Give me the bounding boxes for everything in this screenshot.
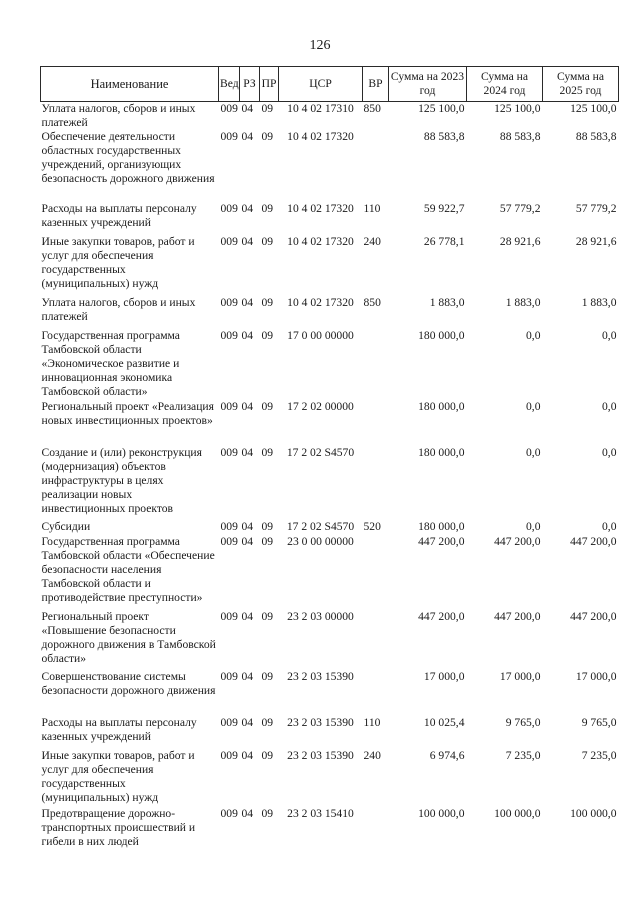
table-row [41, 535, 619, 610]
cell-ved: 009 [220, 610, 238, 623]
cell-csr: 10 4 02 17320 [287, 130, 354, 143]
cell-vr [363, 610, 389, 670]
cell-sum-2024: 9 765,0 [505, 716, 541, 729]
cell-rz: 04 [241, 202, 254, 215]
cell-name: Расходы на выплаты персоналу казенных учреждений [41, 716, 197, 743]
table-row [41, 235, 619, 296]
cell-name: Государственная программа Тамбовской области «Обеспечение безопасности населения Тамбовской области и противодействие преступности» [41, 535, 215, 604]
cell-name: Региональный проект «Повышение безопасности дорожного движения в Тамбовской области» [41, 610, 216, 665]
cell-ved: 009 [220, 296, 238, 309]
cell-pr: 09 [261, 716, 274, 729]
table-row [41, 296, 619, 329]
cell-rz: 04 [241, 749, 254, 762]
cell-pr: 09 [261, 329, 274, 342]
cell-sum-2023: 180 000,0 [418, 520, 465, 533]
column-header-vr: ВР [363, 67, 389, 102]
cell-csr: 17 2 02 S4570 [286, 520, 355, 533]
cell-rz: 04 [241, 716, 254, 729]
cell-sum-2025: 0,0 [602, 329, 617, 342]
cell-name: Расходы на выплаты персоналу казенных учреждений [41, 202, 197, 229]
cell-rz: 04 [241, 670, 254, 683]
cell-sum-2025: 0,0 [602, 446, 617, 459]
cell-ved: 009 [220, 749, 238, 762]
cell-sum-2024: 57 779,2 [499, 202, 541, 215]
cell-pr: 09 [261, 670, 274, 683]
cell-rz: 04 [241, 329, 254, 342]
cell-csr: 23 0 00 00000 [287, 535, 354, 548]
cell-sum-2024: 447 200,0 [494, 535, 541, 548]
cell-rz: 04 [241, 535, 254, 548]
cell-ved: 009 [220, 807, 238, 820]
page-number: 126 [309, 38, 331, 53]
cell-pr: 09 [261, 235, 274, 248]
cell-sum-2023: 180 000,0 [418, 446, 465, 459]
cell-csr: 23 2 03 15390 [287, 670, 354, 683]
table-row [41, 807, 619, 853]
table-row [41, 670, 619, 716]
cell-csr: 10 4 02 17320 [287, 235, 354, 248]
cell-sum-2023: 10 025,4 [423, 716, 465, 729]
cell-sum-2024: 0,0 [526, 446, 541, 459]
cell-pr: 09 [261, 202, 274, 215]
cell-sum-2023: 447 200,0 [418, 535, 465, 548]
column-header-sum-2023: Сумма на 2023 год [389, 67, 467, 102]
cell-sum-2025: 447 200,0 [570, 610, 617, 623]
cell-sum-2023: 6 974,6 [429, 749, 465, 762]
column-header-sum-2024: Сумма на 2024 год [467, 67, 543, 102]
cell-ved: 009 [220, 329, 238, 342]
cell-rz: 04 [241, 102, 254, 115]
cell-csr: 23 2 03 15390 [287, 716, 354, 729]
cell-rz: 04 [241, 610, 254, 623]
table-body [41, 102, 619, 854]
cell-name: Иные закупки товаров, работ и услуг для обеспечения государственных (муниципальных) нужд [41, 749, 195, 804]
cell-vr: 240 [363, 749, 381, 762]
cell-sum-2024: 125 100,0 [494, 102, 541, 115]
cell-rz: 04 [241, 807, 254, 820]
cell-pr: 09 [261, 446, 274, 459]
cell-vr: 110 [363, 202, 381, 215]
table-row [41, 102, 619, 131]
cell-sum-2023: 447 200,0 [418, 610, 465, 623]
cell-pr: 09 [261, 400, 274, 413]
cell-ved: 009 [220, 535, 238, 548]
cell-vr: 520 [363, 520, 381, 533]
cell-sum-2025: 7 235,0 [581, 749, 617, 762]
cell-sum-2025: 88 583,8 [575, 130, 617, 143]
cell-ved: 009 [220, 102, 238, 115]
cell-sum-2025: 447 200,0 [570, 535, 617, 548]
cell-ved: 009 [220, 400, 238, 413]
cell-sum-2024: 17 000,0 [499, 670, 541, 683]
cell-vr [363, 670, 389, 716]
cell-sum-2024: 0,0 [526, 520, 541, 533]
cell-sum-2024: 1 883,0 [505, 296, 541, 309]
budget-table [40, 66, 619, 853]
cell-vr [363, 446, 389, 520]
cell-sum-2023: 26 778,1 [423, 235, 465, 248]
table-row [41, 749, 619, 807]
cell-sum-2024: 7 235,0 [505, 749, 541, 762]
cell-pr: 09 [261, 520, 274, 533]
table-row [41, 446, 619, 520]
cell-name: Уплата налогов, сборов и иных платежей [41, 296, 196, 323]
cell-csr: 23 2 03 15390 [287, 749, 354, 762]
cell-csr: 23 2 03 00000 [287, 610, 354, 623]
cell-sum-2023: 1 883,0 [429, 296, 465, 309]
cell-rz: 04 [241, 446, 254, 459]
cell-pr: 09 [261, 610, 274, 623]
column-header-pr: ПР [260, 67, 279, 102]
cell-vr [363, 535, 389, 610]
table-header [41, 67, 619, 102]
cell-sum-2024: 88 583,8 [499, 130, 541, 143]
cell-sum-2025: 1 883,0 [581, 296, 617, 309]
cell-sum-2023: 180 000,0 [418, 400, 465, 413]
cell-rz: 04 [241, 130, 254, 143]
cell-sum-2024: 447 200,0 [494, 610, 541, 623]
cell-vr: 850 [363, 296, 381, 309]
cell-csr: 10 4 02 17310 [287, 102, 354, 115]
cell-pr: 09 [261, 130, 274, 143]
cell-sum-2023: 17 000,0 [423, 670, 465, 683]
cell-ved: 009 [220, 716, 238, 729]
cell-name: Региональный проект «Реализация новых инвестиционных проектов» [41, 400, 214, 427]
cell-sum-2023: 59 922,7 [423, 202, 465, 215]
cell-name: Уплата налогов, сборов и иных платежей [41, 102, 196, 129]
table-row [41, 610, 619, 670]
cell-ved: 009 [220, 130, 238, 143]
cell-csr: 10 4 02 17320 [287, 202, 354, 215]
cell-sum-2024: 0,0 [526, 400, 541, 413]
cell-sum-2023: 125 100,0 [418, 102, 465, 115]
cell-vr: 240 [363, 235, 381, 248]
cell-sum-2024: 100 000,0 [494, 807, 541, 820]
column-header-csr: ЦСР [279, 67, 363, 102]
cell-rz: 04 [241, 235, 254, 248]
cell-pr: 09 [261, 296, 274, 309]
cell-csr: 17 0 00 00000 [287, 329, 354, 342]
cell-sum-2023: 180 000,0 [418, 329, 465, 342]
cell-pr: 09 [261, 102, 274, 115]
cell-csr: 17 2 02 00000 [287, 400, 354, 413]
cell-sum-2025: 100 000,0 [570, 807, 617, 820]
table-row [41, 130, 619, 202]
cell-csr: 17 2 02 S4570 [286, 446, 355, 459]
cell-name: Предотвращение дорожно-транспортных происшествий и гибели в них людей [41, 807, 196, 848]
cell-ved: 009 [220, 235, 238, 248]
cell-sum-2025: 125 100,0 [570, 102, 617, 115]
cell-sum-2024: 28 921,6 [499, 235, 541, 248]
cell-sum-2025: 0,0 [602, 520, 617, 533]
cell-sum-2023: 88 583,8 [423, 130, 465, 143]
column-header-rz: РЗ [240, 67, 260, 102]
cell-rz: 04 [241, 400, 254, 413]
cell-sum-2025: 57 779,2 [575, 202, 617, 215]
cell-sum-2024: 0,0 [526, 329, 541, 342]
column-header-sum-2025: Сумма на 2025 год [543, 67, 619, 102]
cell-vr [363, 807, 389, 853]
cell-vr [363, 130, 389, 202]
cell-ved: 009 [220, 520, 238, 533]
cell-csr: 10 4 02 17320 [287, 296, 354, 309]
cell-name: Субсидии [41, 520, 91, 533]
cell-csr: 23 2 03 15410 [287, 807, 354, 820]
cell-vr [363, 400, 389, 446]
cell-name: Создание и (или) реконструкция (модернизация) объектов инфраструктуры в целях реализации новых инвестиционных проектов [41, 446, 202, 515]
column-header-ved: Вед [219, 67, 240, 102]
cell-sum-2025: 17 000,0 [575, 670, 617, 683]
cell-pr: 09 [261, 807, 274, 820]
table-row [41, 400, 619, 446]
table-row [41, 520, 619, 535]
cell-sum-2023: 100 000,0 [418, 807, 465, 820]
cell-pr: 09 [261, 749, 274, 762]
cell-ved: 009 [220, 446, 238, 459]
table-row [41, 716, 619, 749]
table-row [41, 202, 619, 235]
cell-ved: 009 [220, 670, 238, 683]
cell-sum-2025: 28 921,6 [575, 235, 617, 248]
cell-name: Иные закупки товаров, работ и услуг для обеспечения государственных (муниципальных) нужд [41, 235, 195, 290]
cell-ved: 009 [220, 202, 238, 215]
cell-name: Государственная программа Тамбовской области «Экономическое развитие и инновационная экономика Тамбовской области» [41, 329, 180, 398]
cell-vr [363, 329, 389, 400]
cell-sum-2025: 0,0 [602, 400, 617, 413]
cell-vr: 850 [363, 102, 381, 115]
cell-vr: 110 [363, 716, 381, 729]
cell-sum-2025: 9 765,0 [581, 716, 617, 729]
table-row [41, 329, 619, 400]
cell-name: Совершенствование системы безопасности дорожного движения [41, 670, 216, 697]
cell-pr: 09 [261, 535, 274, 548]
cell-rz: 04 [241, 296, 254, 309]
cell-rz: 04 [241, 520, 254, 533]
column-header-name: Наименование [41, 67, 219, 102]
cell-name: Обеспечение деятельности областных государственных учреждений, организующих безопасность дорожного движения [41, 130, 215, 185]
